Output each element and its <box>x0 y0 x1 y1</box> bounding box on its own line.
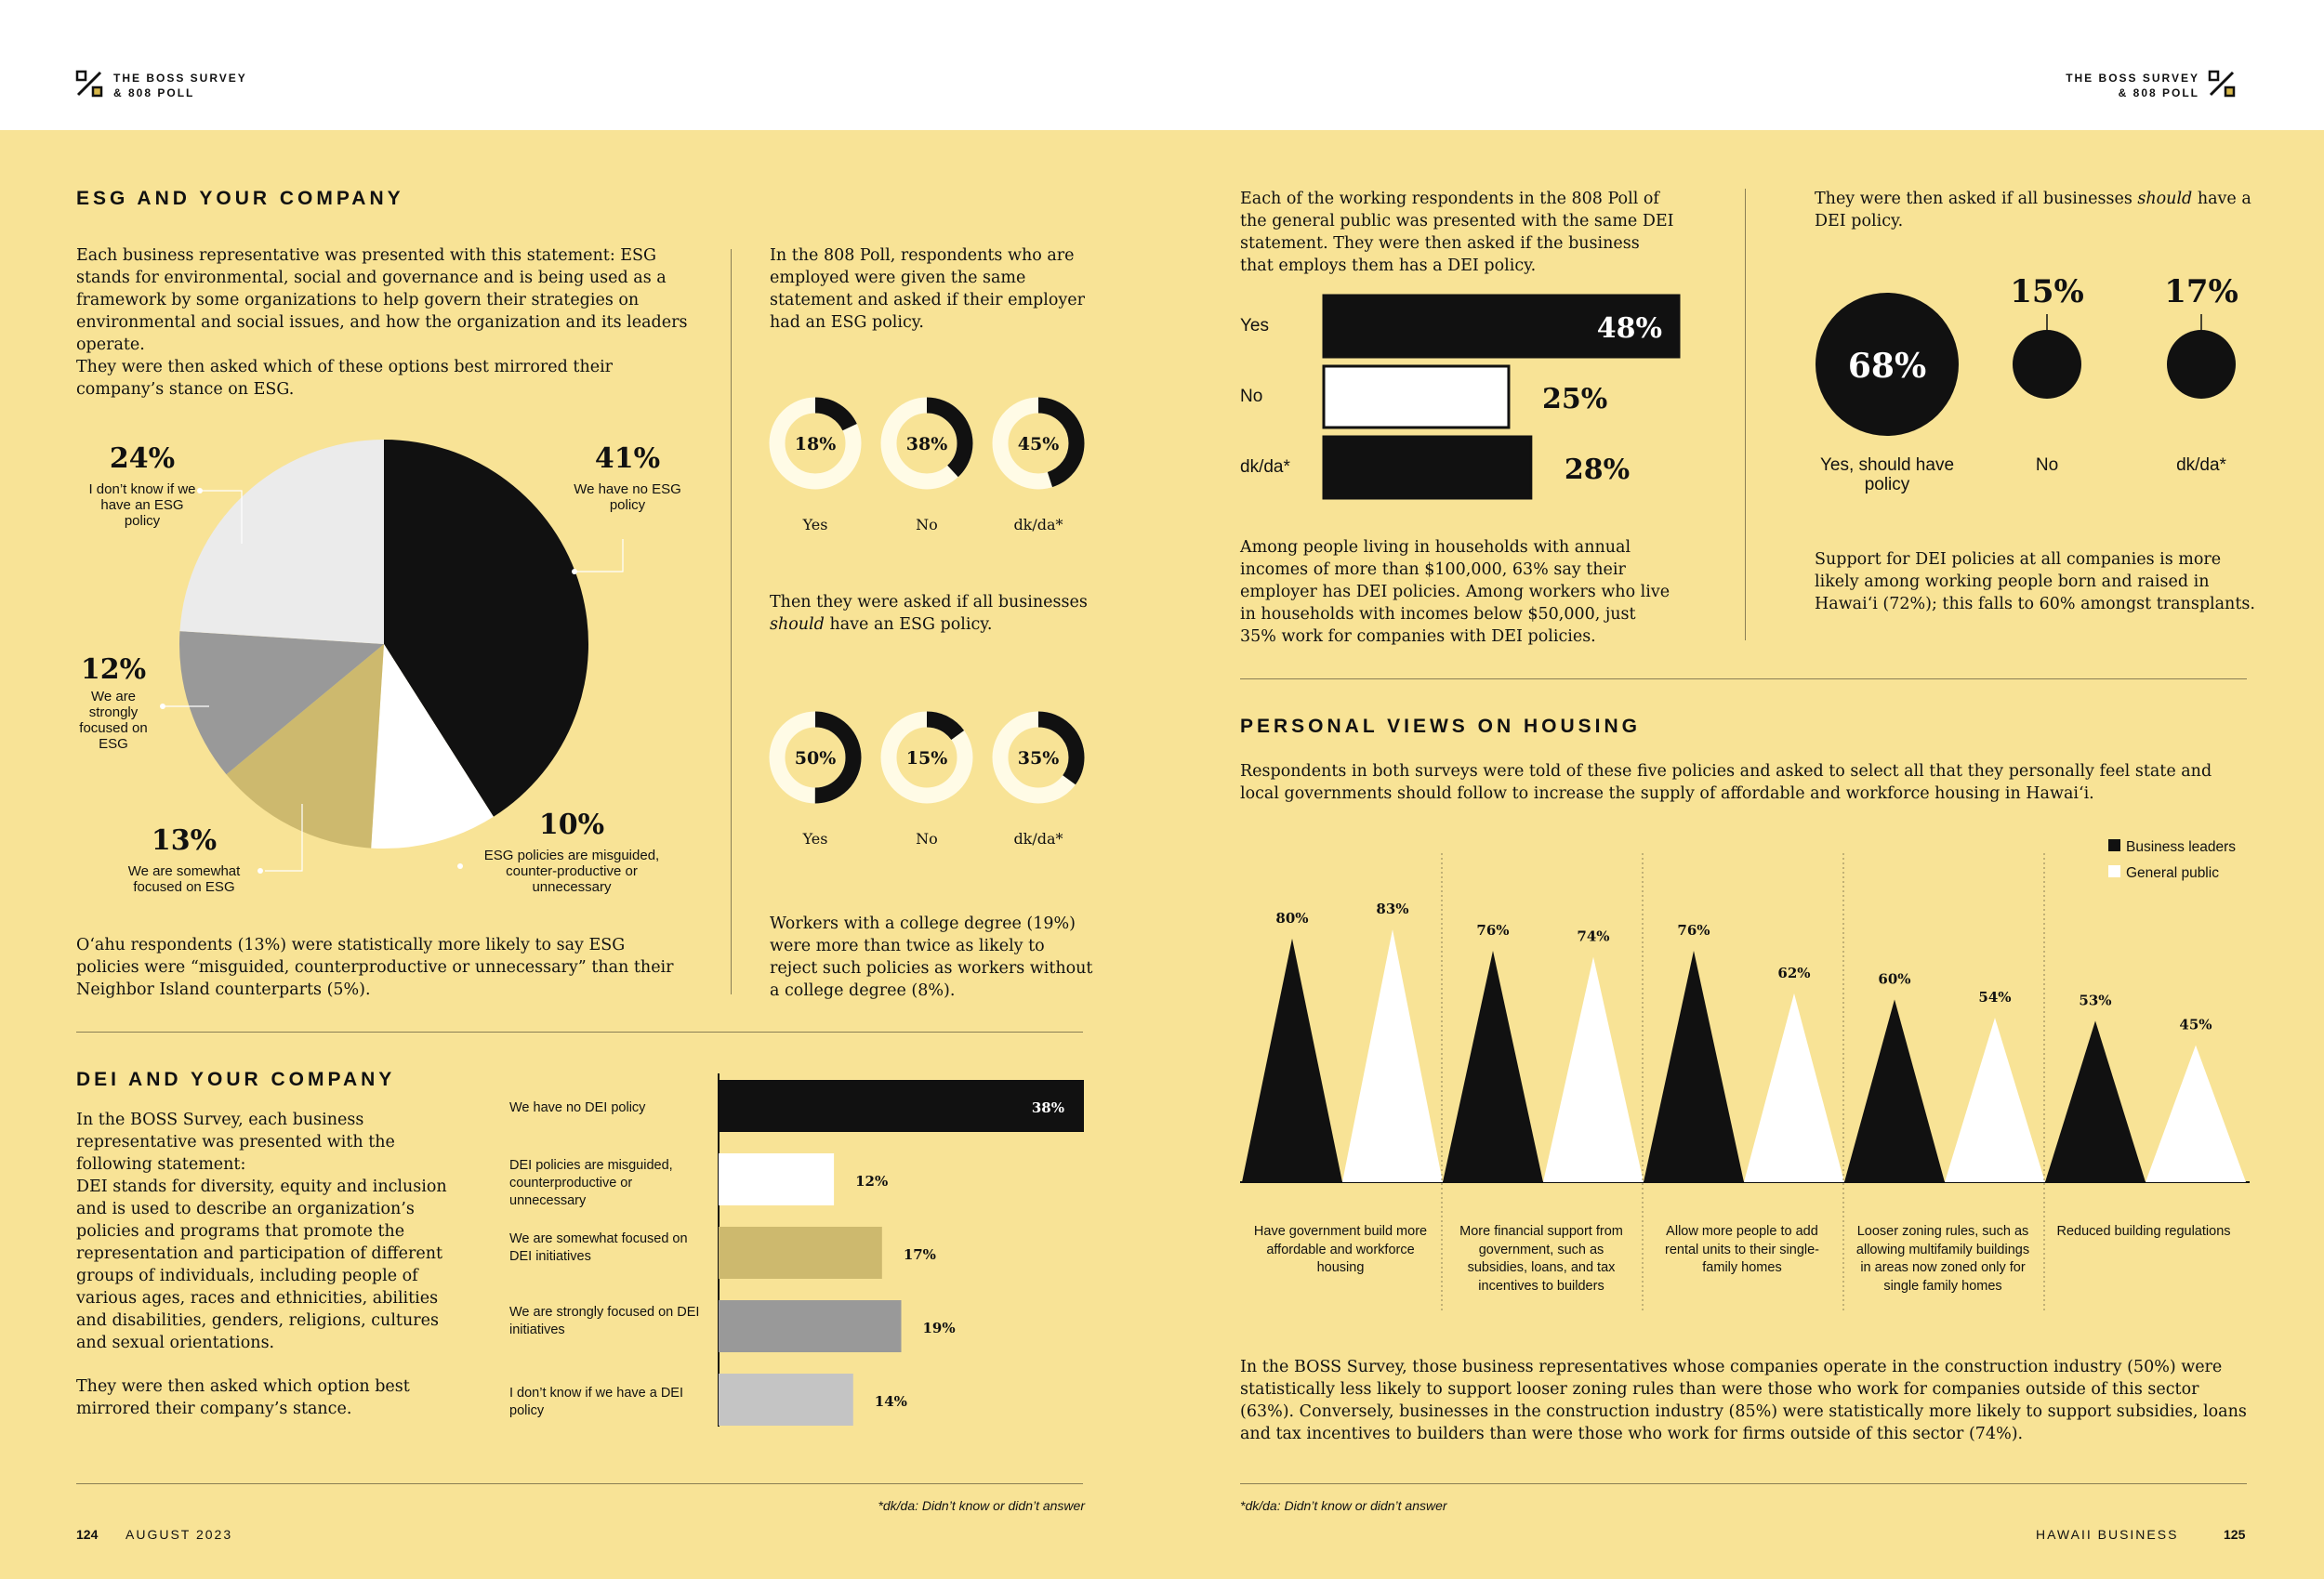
housing-value: 76% <box>1677 922 1710 940</box>
housing-value: 80% <box>1275 909 1309 927</box>
dei-should-circle <box>2167 330 2236 399</box>
column-divider <box>731 249 732 994</box>
dei-bar-label: I don’t know if we have a DEI policy <box>509 1386 683 1418</box>
pie-leader-dot <box>457 863 463 869</box>
housing-category-label: More financial support from government, such as subsidies, loans, and tax incentives to builders <box>1459 1224 1623 1294</box>
dei-should-pct: 68% <box>1847 347 1927 386</box>
column-divider <box>1745 189 1746 640</box>
donut-label: No <box>916 516 938 533</box>
dei-poll-text-2: Among people living in households with annual incomes of more than $100,000, 63% say their employer has DEI policies. Among workers who live in households with incomes below $50,000, just 35% work for companies with DEI policies. <box>1240 538 1670 646</box>
dei-should-circles <box>1803 251 2250 428</box>
dei-bar-chart <box>716 1073 1088 1427</box>
esg-poll-text-3: Workers with a college degree (19%) were more than twice as likely to reject such policies as workers without a college degree (8%). <box>770 915 1093 1000</box>
housing-triangle <box>1844 999 1945 1182</box>
legend-item-business: Business leaders <box>2108 835 2236 861</box>
section-divider <box>1240 678 2247 679</box>
housing-value: 54% <box>1978 989 2012 1007</box>
housing-intro: Respondents in both surveys were told of these five policies and asked to select all that they personally feel state and local governments should follow to increase the supply of affordable and workforce housing in Hawai‘i. <box>1240 762 2212 803</box>
housing-triangle <box>1744 993 1844 1182</box>
dei-poll-bar-label: No <box>1240 387 1263 406</box>
housing-triangle <box>1342 929 1443 1182</box>
esg-section-title: ESG AND YOUR COMPANY <box>76 188 404 209</box>
donut-label: Yes <box>802 516 828 533</box>
donut-label: No <box>916 830 938 848</box>
dei-bar-value: 12% <box>855 1173 889 1190</box>
housing-footnote: In the BOSS Survey, those business representatives whose companies operate in the construction industry (50%) were statistically less likely to support looser zoning rules than were those who work for companies outside of this sector (63%). Conversely, businesses in the construction industry (85%) were statistically more likely to support subsidies, loans and tax incentives to builders than were those who work for firms outside of this sector (74%). <box>1240 1358 2247 1443</box>
pie-leader-dot <box>572 569 577 574</box>
dei-poll-bar-value: 25% <box>1541 383 1608 415</box>
esg-poll-text: In the 808 Poll, respondents who are employed were given the same statement and asked if their employer had an ESG policy. <box>770 246 1085 332</box>
housing-triangle <box>1443 951 1543 1182</box>
donut-label: dk/da* <box>1013 830 1063 848</box>
dei-should-label: Yes, should have policy <box>1819 455 1955 494</box>
dei-intro-3: They were then asked which option best mirrored their company’s stance. <box>76 1377 410 1418</box>
housing-value: 83% <box>1376 901 1409 918</box>
pie-label-pct: 13% <box>151 824 218 857</box>
housing-value: 74% <box>1577 928 1610 945</box>
publication-name: HAWAII BUSINESS <box>2036 1527 2179 1542</box>
pie-leader-dot <box>160 704 165 709</box>
dei-poll-text-3: Support for DEI policies at all companies is more likely among working people born and raised in Hawai‘i (72%); this falls to 60% amongst transplants. <box>1815 550 2255 613</box>
esg-poll-text-2: Then they were asked if all businesses should have an ESG policy. <box>770 593 1088 634</box>
donut-pct: 35% <box>1017 748 1060 769</box>
dei-poll-bar-label: Yes <box>1240 316 1269 336</box>
housing-triangle <box>1242 939 1342 1182</box>
dei-should-pct: 15% <box>2010 273 2084 310</box>
housing-category-label: Have government build more affordable and workforce housing <box>1253 1224 1428 1275</box>
top-header-bar <box>0 0 2324 130</box>
dei-poll-bar-value: 28% <box>1564 454 1631 486</box>
housing-category-label: Looser zoning rules, such as allowing multifamily buildings in areas now zoned only for single family homes <box>1855 1224 2030 1294</box>
esg-intro-2: They were then asked which of these options best mirrored their company’s stance on ESG. <box>76 358 614 399</box>
pie-leader-line <box>574 539 623 572</box>
housing-category-label: Allow more people to add rental units to their single-family homes <box>1664 1224 1820 1275</box>
dkda-footnote-left: *dk/da: Didn’t know or didn’t answer <box>878 1498 1085 1513</box>
donut-label: Yes <box>802 830 828 848</box>
housing-value: 45% <box>2179 1016 2212 1033</box>
donut-pct: 18% <box>794 434 837 454</box>
footer-divider <box>1240 1483 2247 1484</box>
esg-intro: Each business representative was presented with this statement: ESG stands for environmental, social and governance and is being used as a framework by some organizations to help govern their strategies on environmental and social issues, and how the organization and its leaders operate. <box>76 246 688 354</box>
housing-category-label: Reduced building regulations <box>2056 1224 2231 1239</box>
housing-value: 60% <box>1878 970 1911 988</box>
housing-triangle <box>2146 1046 2246 1182</box>
dei-should-label: No <box>2035 455 2059 475</box>
esg-donuts-employer <box>762 390 1097 533</box>
pie-label-pct: 12% <box>80 653 147 686</box>
dei-poll-bar-label: dk/da* <box>1240 457 1290 477</box>
dei-poll-bar <box>1324 366 1509 428</box>
pie-label-pct: 10% <box>538 809 605 841</box>
footer-divider <box>76 1483 1083 1484</box>
dei-intro: In the BOSS Survey, each business representative was presented with the following statement: <box>76 1111 395 1174</box>
dei-should-pct: 17% <box>2164 273 2238 310</box>
dei-bar <box>719 1080 1084 1132</box>
pie-label-text: We are somewhat focused on ESG <box>127 863 241 895</box>
dei-should-circle <box>2013 330 2081 399</box>
housing-triangle <box>1543 957 1644 1182</box>
percent-logo-icon <box>74 69 104 99</box>
donut-label: dk/da* <box>1013 516 1063 533</box>
header-left: THE BOSS SURVEY & 808 POLL <box>113 72 247 99</box>
dei-poll-text: Each of the working respondents in the 808 Poll of the general public was presented with the same DEI statement. They were then asked if the business that employs them has a DEI policy. <box>1240 190 1674 275</box>
header-right: THE BOSS SURVEY & 808 POLL <box>2066 72 2199 99</box>
pie-label-text: We are strongly focused on ESG <box>79 689 148 752</box>
donut-pct: 15% <box>905 748 948 769</box>
dei-section-title: DEI AND YOUR COMPANY <box>76 1069 396 1090</box>
housing-triangle <box>2045 1020 2146 1182</box>
dei-should-text: They were then asked if all businesses should have a DEI policy. <box>1815 190 2251 230</box>
dei-should-label: dk/da* <box>2176 455 2226 475</box>
dkda-footnote-right: *dk/da: Didn’t know or didn’t answer <box>1240 1498 1447 1513</box>
dei-bar-label: We have no DEI policy <box>509 1100 646 1115</box>
dei-poll-bar-chart <box>1320 296 1692 509</box>
dei-intro-2: DEI stands for diversity, equity and inclusion and is used to describe an organization’s policies and programs that promote the representation and participation of different groups of individuals, including people of various ages, races and ethnicities, abilities and disabilities, genders, religions, cultures and sexual orientations. <box>76 1178 447 1352</box>
page-number-right: 125 <box>2224 1527 2246 1542</box>
pie-label-pct: 41% <box>594 442 661 475</box>
pie-leader-dot <box>257 868 263 874</box>
issue-date: AUGUST 2023 <box>125 1527 233 1542</box>
housing-value: 62% <box>1777 964 1811 981</box>
donut-pct: 50% <box>794 748 837 769</box>
pie-label-text: ESG policies are misguided, counter-productive or unnecessary <box>483 848 660 895</box>
dei-bar <box>719 1227 882 1279</box>
page-number-left: 124 <box>76 1527 99 1542</box>
dei-bar-label: We are strongly focused on DEI initiatives <box>509 1305 700 1337</box>
dei-bar-value: 17% <box>903 1246 936 1263</box>
housing-value: 53% <box>2079 992 2112 1009</box>
dei-poll-bar <box>1324 437 1531 498</box>
legend-item-public: General public <box>2108 861 2236 887</box>
dei-bar-value: 19% <box>922 1320 956 1336</box>
dei-bar-label: We are somewhat focused on DEI initiatives <box>509 1231 688 1264</box>
pie-label-pct: 24% <box>109 442 176 475</box>
pie-label-text: I don’t know if we have an ESG policy <box>88 481 196 529</box>
esg-donuts-should <box>762 704 1097 848</box>
dei-bar-label: DEI policies are misguided, counterproductive or unnecessary <box>509 1158 673 1208</box>
dei-bar <box>719 1374 853 1426</box>
dei-bar-value: 38% <box>1031 1099 1064 1116</box>
housing-triangle <box>1644 951 1744 1182</box>
dei-bar-value: 14% <box>874 1393 907 1410</box>
housing-value: 76% <box>1476 922 1510 940</box>
pie-label-text: We have no ESG policy <box>574 481 681 513</box>
dei-bar <box>719 1300 902 1352</box>
esg-footnote: O‘ahu respondents (13%) were statistically more likely to say ESG policies were “misguided, counterproductive or unnecessary” than their Neighbor Island counterparts (5%). <box>76 936 674 999</box>
housing-triangle <box>1945 1018 2045 1182</box>
donut-pct: 45% <box>1017 434 1060 454</box>
percent-logo-icon <box>2207 69 2237 99</box>
housing-section-title: PERSONAL VIEWS ON HOUSING <box>1240 716 1641 737</box>
dei-bar <box>719 1153 834 1205</box>
donut-pct: 38% <box>905 434 948 454</box>
section-divider <box>76 1032 1083 1033</box>
dei-poll-bar-value: 48% <box>1596 312 1662 345</box>
